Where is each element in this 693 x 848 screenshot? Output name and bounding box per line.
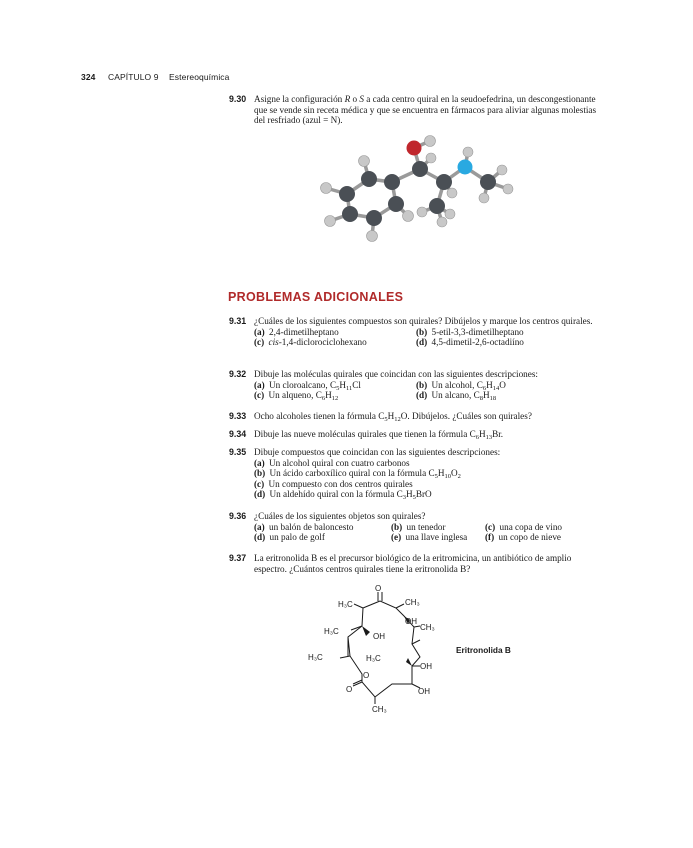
problem-9-31 [229,316,601,348]
problem-text: ¿Cuáles de los siguientes compuestos son quirales? Dibújelos y marque los centros quirales. [254,316,593,326]
ch3-tr-label: CH₃ [405,598,420,607]
ch3-tl-label: H₃C [338,600,353,609]
problem-text: Asigne la configuración R o S a cada centro quiral en la seudoefedrina, un descongestionante que se vende sin receta médica y que se encuentra en fármacos para aliviar algunas molestias del resfriado (azul = N). [254,94,597,126]
problem-number: 9.30 [229,94,247,104]
problem-number: 9.31 [229,316,247,326]
problem-text: Ocho alcoholes tienen la fórmula $C_5H_{12}O$. Dibújelos. ¿Cuáles son quirales? [254,411,532,423]
chapter-title: Estereoquímica [169,72,230,82]
option: (d) Un aldehído quiral con la fórmula $C_3H_5BrO$ [254,489,432,502]
option: (a) Un cloroalcano, $C_5H_{11}Cl$ [254,379,361,392]
ch3-b-label: CH₃ [372,705,387,714]
ch3-in-label: H₃C [366,654,381,663]
problem-text: Dibuje las moléculas quirales que coincidan con las siguientes descripciones: [254,369,538,379]
problem-9-34 [229,429,601,440]
option: (a) un balón de baloncesto [254,521,354,532]
problem-text: La eritronolida B es el precursor biológico de la eritromicina, un antibiótico de amplio espectro. ¿Cuántos centros quirales tiene la eritronolida B? [254,553,572,574]
chapter-label: CAPÍTULO 9 [107,72,159,82]
figure-label: Eritronolida B [456,645,511,655]
problem-9-35 [229,447,601,500]
option: (d) 4,5-dimetil-2,6-octadiíno [416,337,524,348]
option: (b) Un alcohol, $C_6H_{14}O$ [416,379,506,392]
problem-9-32 [229,369,601,401]
o-ring-label: O [363,671,370,680]
option: (d) un palo de golf [254,532,325,543]
option: (c) cis-1,4-diclorociclohexano [254,337,367,348]
page-header [81,72,230,82]
oxygen-atom [407,141,422,156]
ch3-r-label: CH₃ [420,623,435,632]
option: (c) Un compuesto con dos centros quirales [254,478,413,489]
option: (b) Un ácido carboxílico quiral con la fórmula $C_5H_{10}O_2$ [254,468,461,481]
option: (f) un copo de nieve [485,532,561,543]
option: (b) 5-etil-3,3-dimetilheptano [416,326,524,337]
problem-text: ¿Cuáles de los siguientes objetos son quirales? [254,511,426,521]
problem-number: 9.37 [229,553,247,563]
oh3-label: OH [420,662,432,671]
ch3-l-label: H₃C [324,627,339,636]
problem-9-37 [229,553,601,574]
problem-number: 9.33 [229,411,247,421]
options [254,380,601,401]
option: (c) Un alqueno, $C_6H_{12}$ [254,390,339,403]
options [254,458,601,500]
problem-text: Dibuje las nueve moléculas quirales que tienen la fórmula $C_6H_{13}Br$. [254,429,504,441]
nitrogen-atom [458,160,473,175]
erythronolide-b-structure [300,582,470,717]
o-top-label: O [375,584,382,593]
section-title: PROBLEMAS ADICIONALES [228,290,404,304]
options [254,522,601,543]
problem-9-30 [229,94,601,126]
option: (d) Un alcano, $C_8H_{18}$ [416,390,497,403]
problem-number: 9.36 [229,511,247,521]
option: (a) Un alcohol quiral con cuatro carbonos [254,457,410,468]
oh4-label: OH [418,687,430,696]
problem-text: Dibuje compuestos que coincidan con las siguientes descripciones: [254,447,501,457]
problem-9-36 [229,511,601,543]
options [254,327,601,348]
option: (a) 2,4-dimetilheptano [254,326,339,337]
oh1-label: OH [405,617,417,626]
pseudoephedrine-model [312,134,522,246]
problem-9-33 [229,411,601,422]
page-number: 324 [81,72,96,82]
option: (e) una llave inglesa [391,532,468,543]
problem-number: 9.35 [229,447,247,457]
option: (b) un tenedor [391,521,446,532]
bonds [326,141,508,236]
ch3-ll-label: H₃C [308,653,323,662]
problem-number: 9.34 [229,429,247,439]
option: (c) una copa de vino [485,521,563,532]
o-co-label: O [346,685,353,694]
problem-number: 9.32 [229,369,247,379]
oh2-label: OH [373,632,385,641]
